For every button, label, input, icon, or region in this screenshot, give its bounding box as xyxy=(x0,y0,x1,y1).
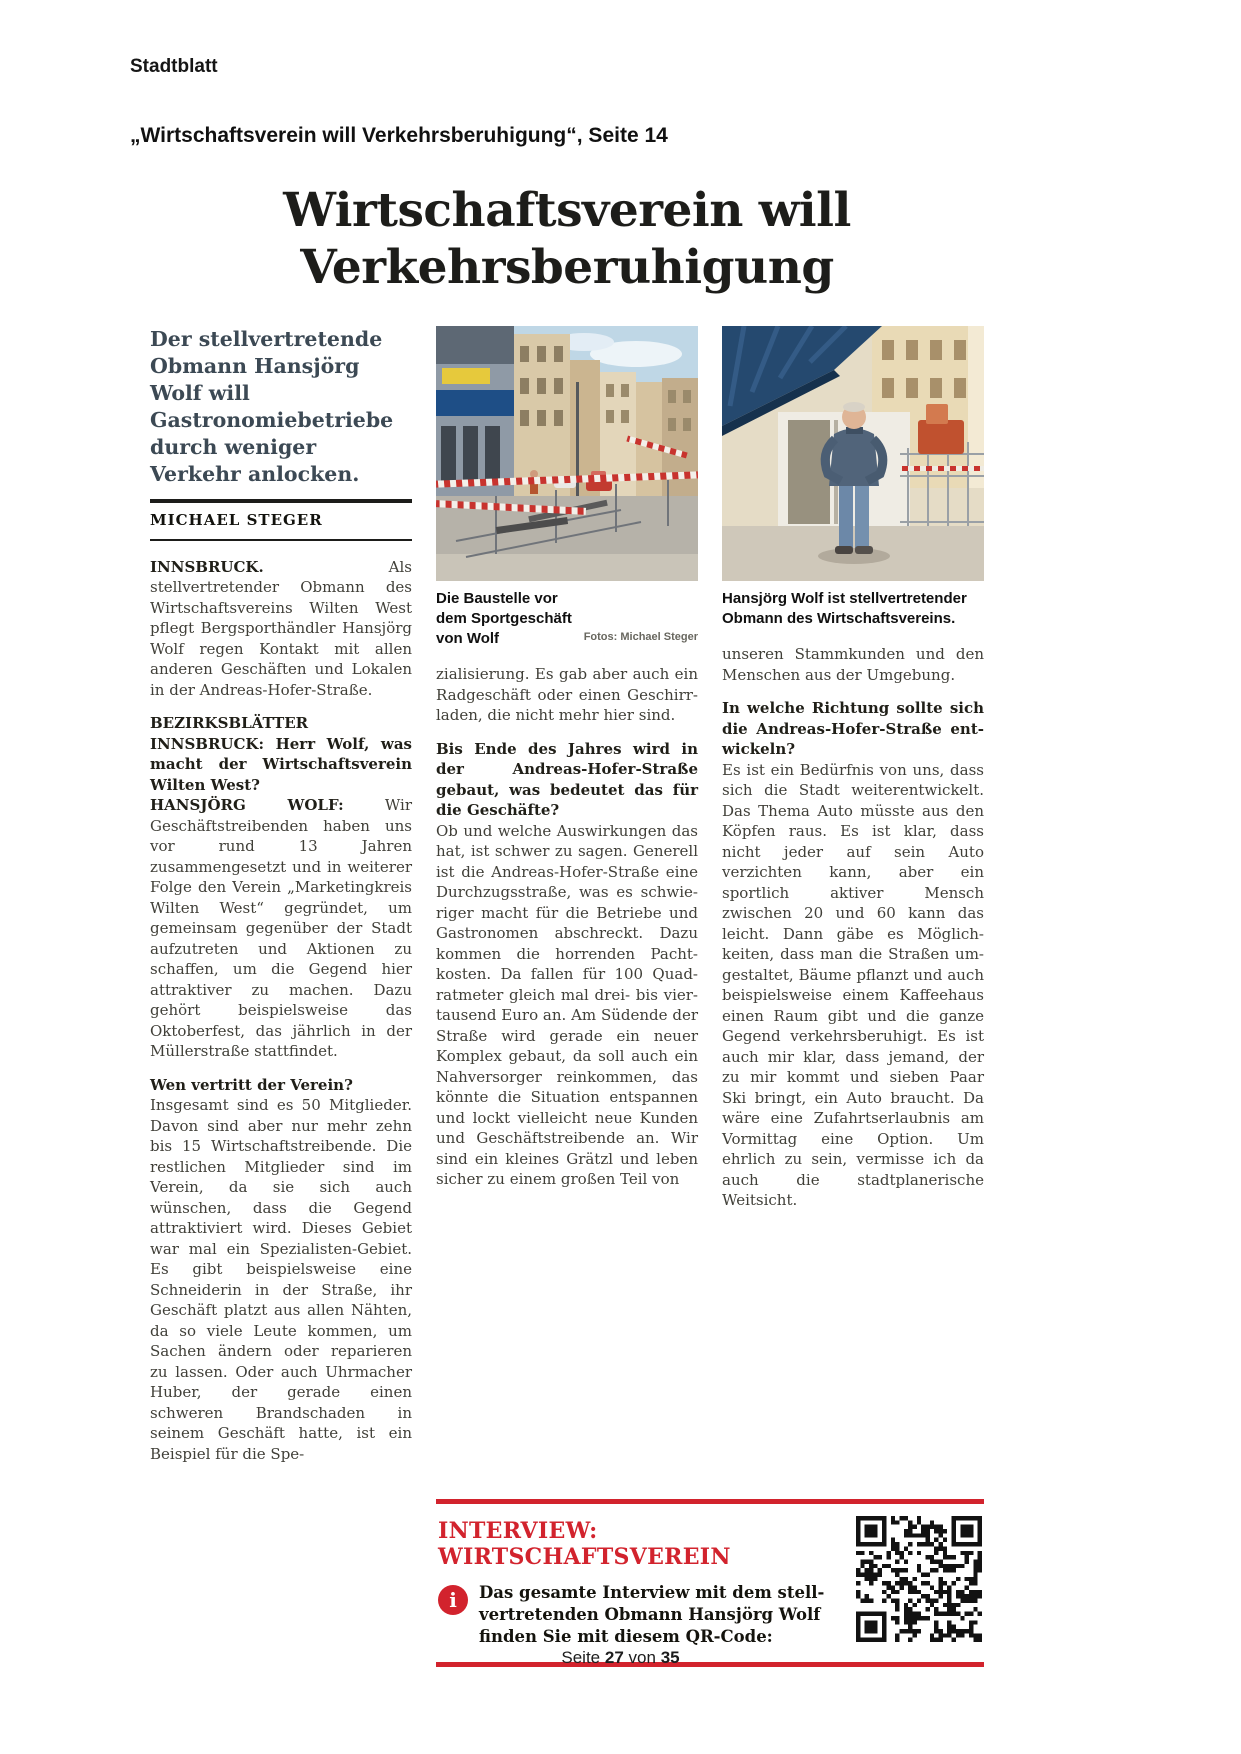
article-paragraph: unseren Stammkunden und den Menschen aus der Umgebung. xyxy=(722,645,984,684)
photo-caption xyxy=(436,589,698,649)
photo-caption xyxy=(722,589,984,629)
article-paragraph xyxy=(150,795,412,1062)
article-paragraph xyxy=(150,557,412,701)
interview-question: BEZIRKSBLÄTTER INNSBRUCK: Herr Wolf, was macht der Wirtschaftsverein Wilten West? xyxy=(150,714,412,794)
interview-box-title: INTERVIEW: WIRTSCHAFTSVEREIN xyxy=(438,1518,731,1570)
qr-code xyxy=(856,1516,982,1642)
caption-text: Die Baustelle vor dem Sportgeschäft von Wolf xyxy=(436,590,572,647)
footer-total-pages: 35 xyxy=(660,1648,680,1667)
paragraph-text: Wir Geschäftstreibenden haben uns vor rund 13 Jahren zusammengesetzt und in weiterer Folge den Verein „Marketingkreis Wilten West“ gegründet, um gemeinsam gegenüber der Stadt aufzutreten und Aktionen zu schaffen, um die Gegend hier attraktiver zu machen. Dazu gehört beispielsweise das Oktoberfest, das jährlich in der Müllerstraße stattfindet. xyxy=(150,796,412,1060)
location-lead-in: INNSBRUCK. xyxy=(150,557,264,576)
interview-question: Wen vertritt der Verein? xyxy=(150,1075,353,1094)
column-middle xyxy=(436,326,698,1475)
interview-question: In welche Richtung sollte sich die Andreas-Hofer-Straße entwickeln? xyxy=(722,699,984,758)
interview-box-text: Das gesamte Interview mit dem stellvertretenden Obmann Hansjörg Wolf finden Sie mit diesem QR-Code: xyxy=(479,1583,825,1646)
photo-credit: Fotos: Michael Steger xyxy=(583,631,698,643)
speaker-lead-in: HANSJÖRG WOLF: xyxy=(150,796,344,814)
article-paragraph: Insgesamt sind es 50 Mitglieder. Davon sind aber nur mehr zehn bis 15 Wirtschaftstreibende. Die restlichen Mitglieder sind im Verein, da sie sich auch wünschen, dass die Gegend attraktiviert wird. Dieses Gebiet war mal ein Spezialisten-Gebiet. Es gibt beispielsweise eine Schneiderin in der Straße, ihr Geschäft platzt aus allen Nähten, da so viele Leute kommen, um Sachen ändern oder reparieren zu lassen. Oder auch Uhrmacher Huber, der gerade einen schweren Brandschaden in seinem Geschäft hatte, ist ein Beispiel für die Spe- xyxy=(150,1096,412,1463)
info-icon: i xyxy=(438,1585,468,1615)
column-left xyxy=(150,326,412,1475)
article-paragraph: Ob und welche Auswirkungen das hat, ist schwer zu sagen. Generell ist die Andreas-Hofer-Straße eine Durchzugsstraße, was es schwieriger macht für die Betriebe und Gastronomen abschreckt. Dazu kommen die horrenden Pachtkosten. Da fallen für 100 Quadratmeter gleich mal drei- bis viertausend Euro an. Am Südende der Straße wird gerade ein neuer Komplex gebaut, da soll auch ein Nahversorger reinkommen, das könnte die Situation entspannen und lockt vielleicht neue Kunden und Geschäftstreibende an. Wir sind ein kleines Grätzl und leben sicher zu einem großen Teil von xyxy=(436,821,698,1188)
footer-prefix: Seite xyxy=(561,1648,601,1667)
footer-separator: von xyxy=(628,1648,656,1667)
paragraph-text: Als stellvertretender Obmann des Wirtschaftsvereins Wilten West pflegt Bergsporthändler Hansjörg Wolf regen Kontakt mit allen anderen Geschäften und Lokalen in der Andreas-Hofer-Straße. xyxy=(150,557,412,699)
article-columns xyxy=(150,326,984,1475)
article-headline: Wirtschaftsverein will Verkehrsberuhigung xyxy=(283,183,851,295)
column-right xyxy=(722,326,984,1475)
article-byline: MICHAEL STEGER xyxy=(150,499,412,541)
article-paragraph: zialisierung. Es gab aber auch ein Radgeschäft oder einen Geschirrladen, die nicht mehr hier sind. xyxy=(436,665,698,724)
footer-current-page: 27 xyxy=(604,1648,624,1667)
article-lead: Der stellvertretende Obmann Hansjörg Wolf will Gastronomiebetriebe durch weniger Verkehr anlocken. xyxy=(150,327,394,486)
photo-construction-site xyxy=(436,326,698,581)
newspaper-article xyxy=(150,182,984,1667)
interview-question: Bis Ende des Jahres wird in der Andreas-Hofer-Straße gebaut, was bedeutet das für die Geschäfte? xyxy=(436,739,698,819)
doc-title: „Wirtschaftsverein will Verkehrsberuhigung“, Seite 14 xyxy=(130,124,668,147)
caption-text: Hansjörg Wolf ist stellvertretender Obmann des Wirtschaftsvereins. xyxy=(722,590,967,627)
page-footer xyxy=(0,1648,1241,1668)
interview-info-box xyxy=(436,1499,984,1667)
interview-box-content xyxy=(438,1516,842,1648)
doc-brand: Stadtblatt xyxy=(130,56,218,77)
photo-hansjoerg-wolf xyxy=(722,326,984,581)
article-paragraph: Es ist ein Bedürfnis von uns, dass sich die Stadt weiterentwickelt. Das Thema Auto müsste aus den Köpfen raus. Es ist klar, dass nicht jeder auf sein Auto verzichten kann, aber ein sportlich aktiver Mensch zwischen 20 und 60 kann das leicht. Dann gäbe es Möglichkeiten, dass man die Straßen umgestaltet, Bäume pflanzt und auch beispielsweise einem Kaffeehaus einen Raum gibt und die ganze Gegend verkehrsberuhigt. Es ist auch mir klar, dass jemand, der zu mir kommt und sieben Paar Ski bringt, ein Auto braucht. Da wäre eine Zufahrtserlaubnis am Vormittag eine Option. Um ehrlich zu sein, vermisse ich da auch die stadtplanerische Weitsicht. xyxy=(722,760,984,1209)
document-header xyxy=(0,0,1241,148)
